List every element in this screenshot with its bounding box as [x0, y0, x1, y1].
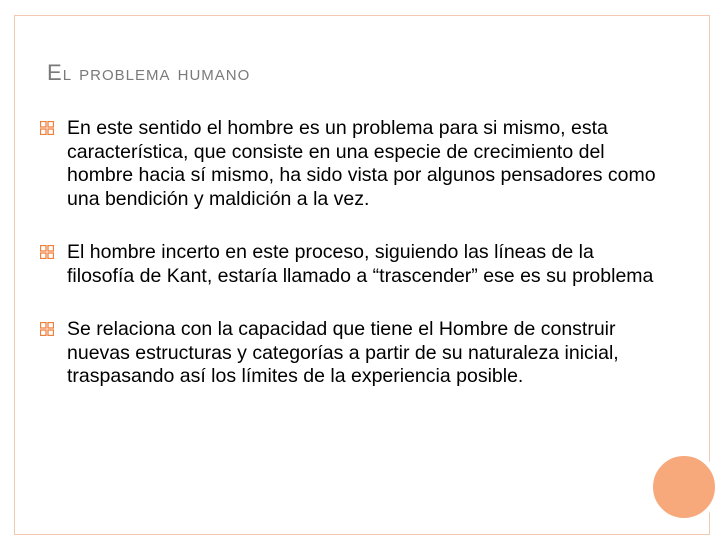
square-bullet-icon [40, 121, 54, 135]
bullet-text: En este sentido el hombre es un problema para si mismo, esta característica, que consiste en una especie de crecimiento del hombre hacia sí mismo, ha sido vista por algunos pensadores como una bendición y maldición a la vez. [67, 117, 656, 210]
bullet-item [40, 318, 660, 389]
slide-title: El problema humano [47, 60, 251, 85]
decorative-circle [648, 451, 720, 523]
square-bullet-icon [40, 245, 54, 259]
bullet-text: Se relaciona con la capacidad que tiene el Hombre de construir nuevas estructuras y categorías a partir de su naturaleza inicial, traspasando así los límites de la experiencia posible. [67, 318, 619, 387]
bullet-list [40, 117, 660, 389]
square-bullet-icon [40, 322, 54, 336]
bullet-item [40, 117, 660, 211]
bullet-text: El hombre incerto en este proceso, siguiendo las líneas de la filosofía de Kant, estaría llamado a “trascender” ese es su problema [67, 241, 654, 287]
bullet-item [40, 241, 660, 288]
